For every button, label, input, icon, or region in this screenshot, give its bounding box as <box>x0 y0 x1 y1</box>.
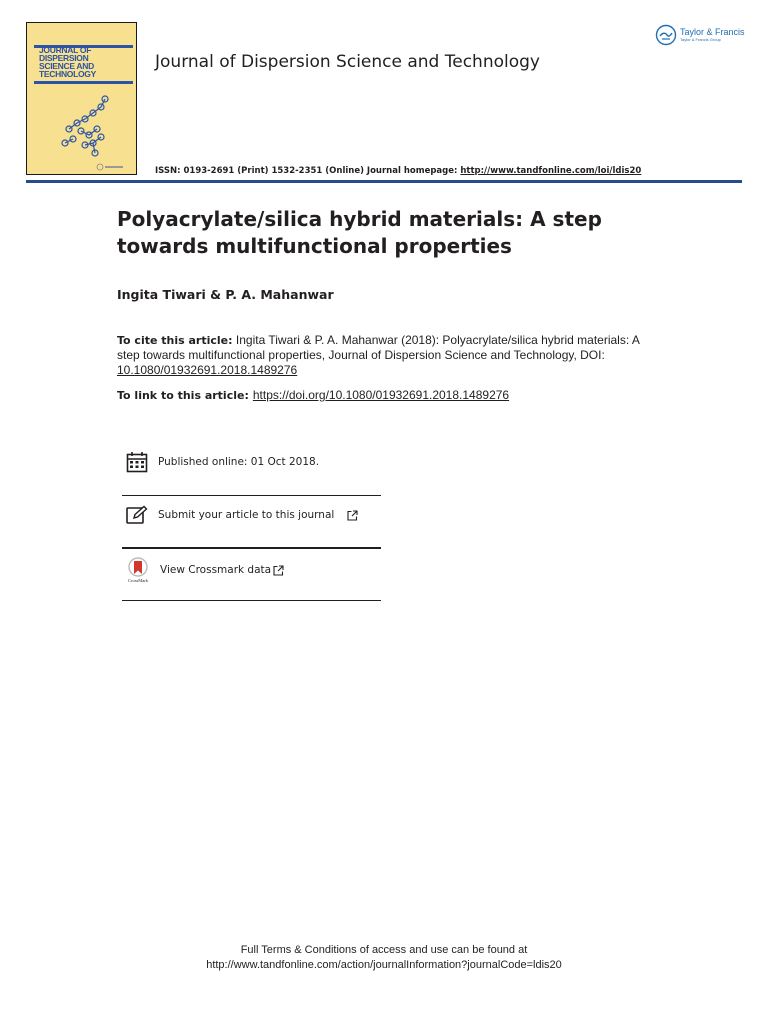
submit-article-link[interactable] <box>126 505 358 525</box>
external-link-icon <box>347 510 358 521</box>
cover-title: JOURNAL OF DISPERSION SCIENCE AND TECHNOLOGY <box>39 45 96 79</box>
journal-title: Journal of Dispersion Science and Technology <box>155 52 540 72</box>
crossmark-logo-text: CrossMark <box>128 578 148 583</box>
journal-cover <box>26 22 137 175</box>
calendar-icon <box>126 451 148 473</box>
article-title: Polyacrylate/silica hybrid materials: A step towards multifunctional properties <box>117 207 602 258</box>
taylor-francis-wordmark <box>680 28 745 42</box>
crossmark-icon <box>126 557 150 583</box>
article-doi-url-link[interactable]: https://doi.org/10.1080/01932691.2018.1489276 <box>252 388 510 402</box>
header-divider <box>26 180 742 183</box>
info-divider-2 <box>122 547 381 549</box>
taylor-francis-logo[interactable] <box>655 24 745 46</box>
article-authors: Ingita Tiwari & P. A. Mahanwar <box>117 287 334 302</box>
issn-line <box>155 166 641 176</box>
crossmark-link[interactable] <box>126 557 284 583</box>
external-link-icon <box>273 565 284 576</box>
article-link-lead: To link to this article: <box>117 389 249 402</box>
published-online-item <box>126 451 319 473</box>
info-divider-1 <box>122 495 381 496</box>
citation-lead: To cite this article: <box>117 334 233 347</box>
submit-article-text: Submit your article to this journal <box>158 509 335 521</box>
info-divider-3 <box>122 600 381 601</box>
taylor-francis-subline: Taylor & Francis Group <box>680 37 721 42</box>
footer-terms-url[interactable]: http://www.tandfonline.com/action/journalInformation?journalCode=ldis20 <box>206 959 562 971</box>
cover-publisher-seal-icon <box>95 162 125 172</box>
cover-illustration-icon <box>57 93 117 163</box>
footer-terms-text: Full Terms & Conditions of access and use can be found at <box>240 944 528 956</box>
edit-icon <box>126 505 148 525</box>
issn-text: ISSN: 0193-2691 (Print) 1532-2351 (Online) Journal homepage: <box>155 166 461 176</box>
citation-block <box>117 333 657 378</box>
journal-homepage-link[interactable]: http://www.tandfonline.com/loi/ldis20 <box>460 166 642 176</box>
taylor-francis-logo-icon <box>655 24 677 46</box>
crossmark-text: View Crossmark data <box>160 564 272 576</box>
citation-text: Ingita Tiwari & P. A. Mahanwar (2018): Polyacrylate/silica hybrid materials: A step towards multifunctional properties, Journal of Dispersion Science and Technology, DOI: <box>117 333 640 362</box>
published-online-text: Published online: 01 Oct 2018. <box>158 456 320 468</box>
citation-doi-link[interactable]: 10.1080/01932691.2018.1489276 <box>117 363 298 377</box>
article-link-block <box>117 388 509 402</box>
cover-band-bottom <box>34 81 133 84</box>
taylor-francis-name: Taylor & Francis <box>680 27 745 37</box>
page-footer <box>0 943 768 973</box>
